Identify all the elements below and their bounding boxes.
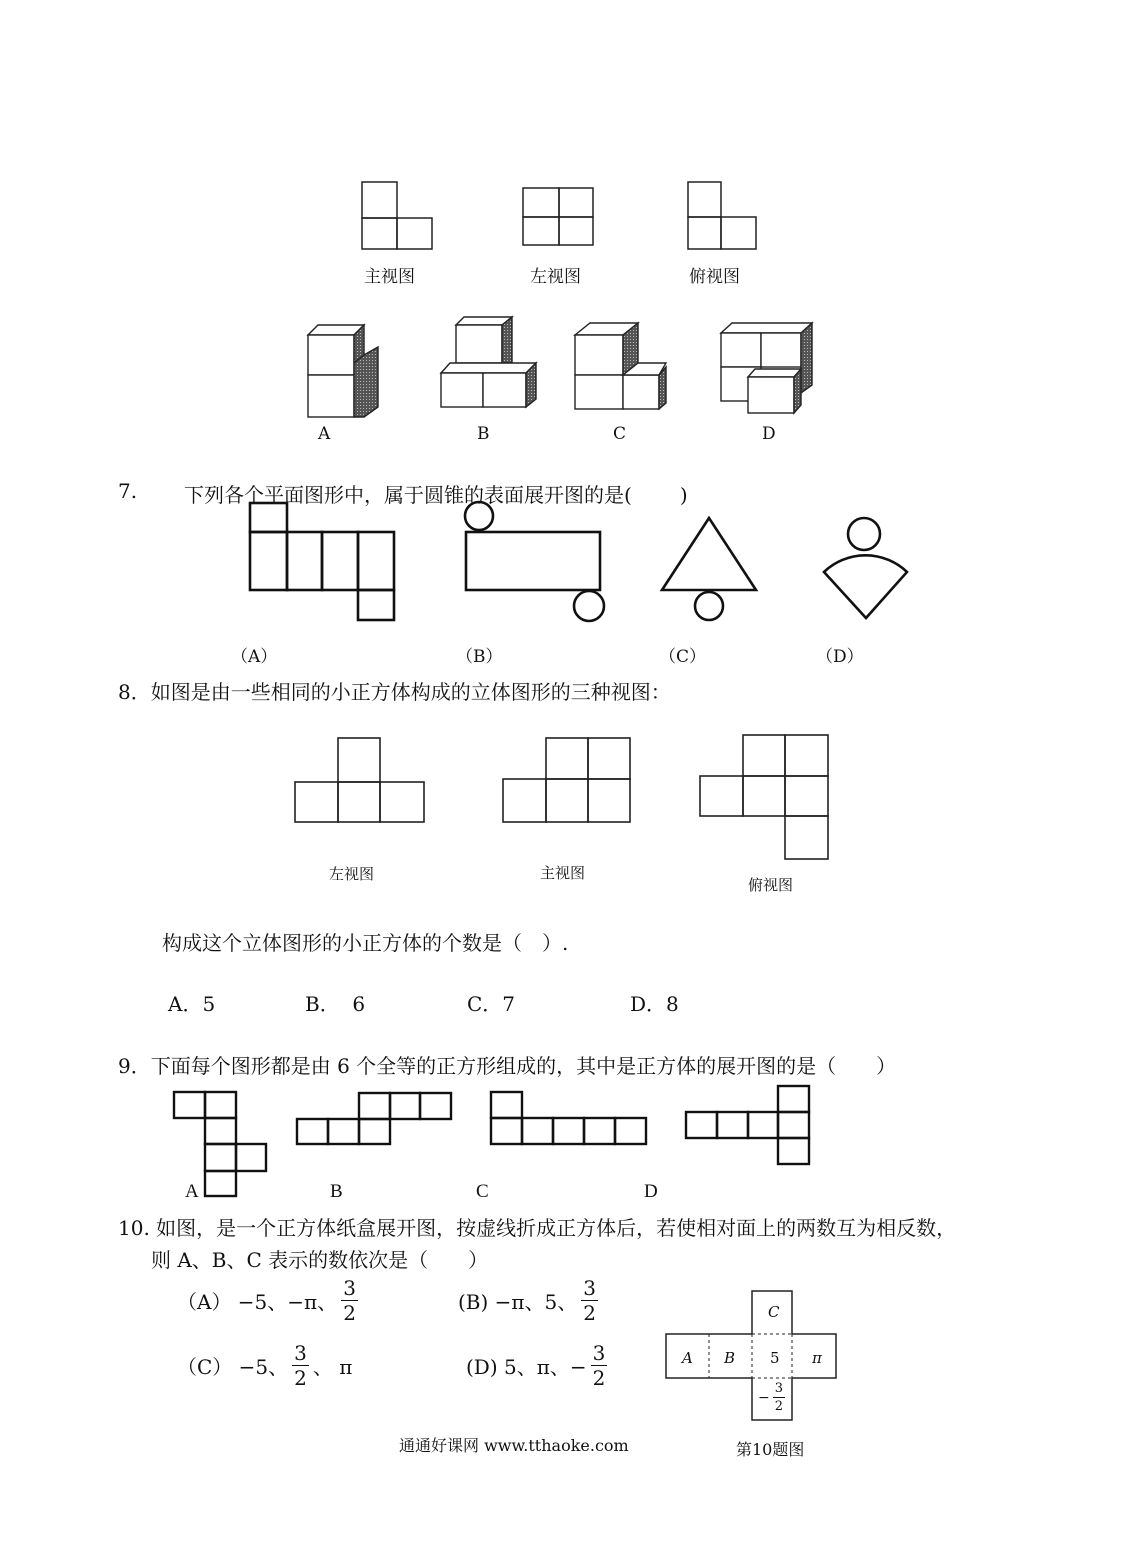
q8-front-view-label: 主视图 [540,864,586,882]
q9-text: 9．下面每个图形都是由 6 个全等的正方形组成的，其中是正方体的展开图的是（ ） [118,1054,897,1078]
net-cell-a: A [682,1349,693,1367]
q8-text: 8．如图是由一些相同的小正方体构成的立体图形的三种视图： [118,680,671,704]
q8-views-figure [0,730,1122,870]
q9-label-c: C [476,1181,489,1202]
q8-top-view-label: 俯视图 [748,876,794,894]
q9-label-d: D [644,1181,658,1202]
q7-number: 7. [118,479,138,503]
choice-a-label: A [318,424,331,444]
choice-d-cubes [721,323,812,413]
choice-c-cubes [575,323,666,409]
q10-line1: 10. 如图，是一个正方体纸盒展开图，按虚线折成正方体后，若使相对面上的两数互为相反数， [118,1216,957,1240]
net-cell-pi: π [812,1349,822,1367]
q9-nets-figure [0,1085,1122,1205]
q10-line2: 则 A、B、C 表示的数依次是（ ） [151,1248,489,1272]
q7-figures [0,500,1122,630]
q10-option-c: （C） −5、 $\frac{3}{2}$ 、 π [177,1341,353,1390]
q10-option-d: (D) 5、π、− $\frac{3}{2}$ [466,1341,606,1390]
q10-figure-caption: 第10题图 [736,1440,805,1459]
net-cell-five: 5 [770,1349,780,1367]
q8-option-d: D．8 [630,992,679,1016]
cube-choices-figure [0,315,1122,445]
q9-label-a: A [185,1181,199,1202]
footer-source: 通通好课网 www.tthaoke.com [399,1436,629,1455]
q8-option-b: B． 6 [305,992,366,1016]
net-cell-b: B [724,1349,736,1367]
q7-option-d: （D） [816,647,864,667]
q7-option-a: （A） [231,647,278,667]
q7-option-c: （C） [659,647,707,667]
top-view-label: 俯视图 [689,267,740,287]
choice-d-label: D [762,424,776,444]
net-cell-c: C [768,1303,780,1321]
choice-c-label: C [613,424,627,444]
q7-option-b: （B） [456,647,503,667]
q10-option-b: (B) −π、5、 $\frac{3}{2}$ [458,1276,597,1325]
q8-left-view-label: 左视图 [329,865,375,883]
q8-question: 构成这个立体图形的小正方体的个数是（ ）. [162,931,569,955]
choice-a-cubes [308,325,378,417]
q10-option-a: （A） −5、−π、 $\frac{3}{2}$ [177,1276,356,1325]
q8-option-c: C．7 [467,992,516,1016]
q8-option-a: A．5 [168,992,216,1016]
q9-label-b: B [330,1181,343,1202]
choice-b-label: B [477,424,490,444]
q7-text: 下列各个平面图形中，属于圆锥的表面展开图的是( ) [184,483,688,507]
choice-b-cubes [441,317,536,407]
net-cell-neg-frac: − $\frac{3}{2}$ [758,1381,784,1414]
left-view-label: 左视图 [530,267,581,287]
front-view-label: 主视图 [364,267,415,287]
